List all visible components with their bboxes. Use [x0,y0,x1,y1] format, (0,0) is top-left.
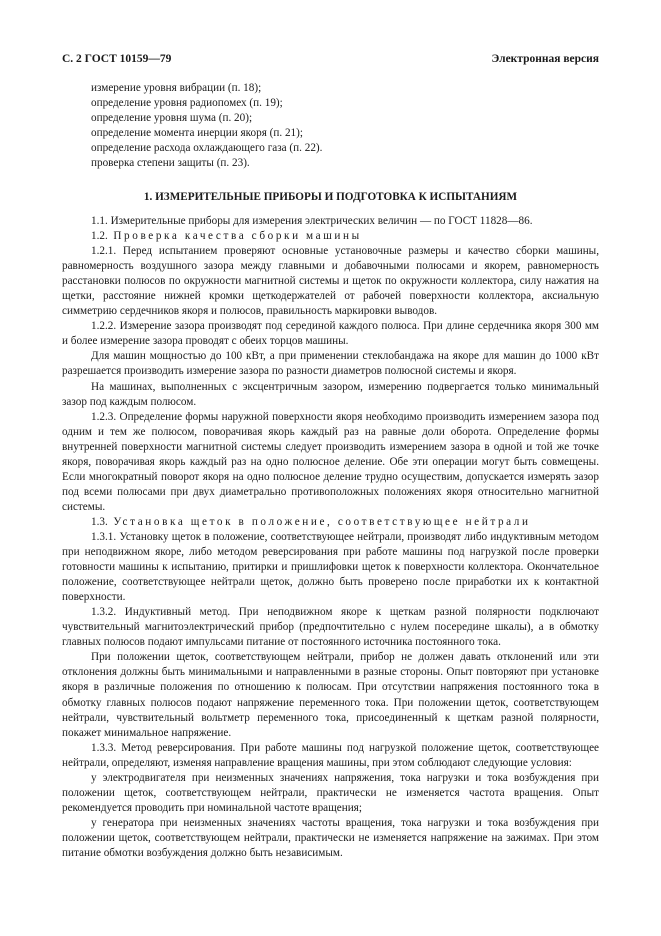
list-item: определение уровня шума (п. 20); [91,112,253,125]
page-header [62,53,599,67]
list-item: проверка степени защиты (п. 23). [91,157,250,170]
page-number-standard: С. 2 ГОСТ 10159—79 [62,53,172,65]
paragraph: у электродвигателя при неизменных значениях напряжения, тока нагрузки и тока возбуждения при положении щеток, соответствующем нейтрали, практически не изменяется частота вращения. Опыт рекомендуется проводить при номинальной частоте вращения; [62,771,599,814]
document-body [62,214,599,861]
section-title: 1. ИЗМЕРИТЕЛЬНЫЕ ПРИБОРЫ И ПОДГОТОВКА К ИСПЫТАНИЯМ [143,191,518,203]
clause-heading-spaced: Проверка качества сборки машины [113,230,362,243]
list-item: определение момента инерции якоря (п. 21); [91,127,303,140]
paragraph: 1.1. Измерительные приборы для измерения электрических величин — по ГОСТ 11828—86. [91,215,533,227]
paragraph: Для машин мощностью до 100 кВт, а при применении стеклобандажа на якоре для машин до 1000 кВт разрешается производить измерение зазора по разности диаметров полюсной системы и якоря. [62,350,599,378]
clause-number: 1.3. [91,515,108,528]
paragraph: 1.3.1. Установку щеток в положение, соответствующее нейтрали, производят либо индуктивным методом при неподвижном якоре, либо методом реверсирования при работе машины под нагрузкой после проверки готовности машины к испытанию, притирки и пришлифовки щеток к поверхности коллектора. Окончательное положение, соответствующее нейтрали щеток, должно быть проверено после приработки их к контактной поверхности. [62,530,599,604]
paragraph: 1.3.3. Метод реверсирования. При работе машины под нагрузкой положение щеток, соответствующее нейтрали, определяют, изменяя направление вращения машины, при этом соблюдают следующие условия: [62,741,599,769]
electronic-version-label: Электронная версия [491,53,599,65]
list-item: определение уровня радиопомех (п. 19); [91,97,283,110]
paragraph: На машинах, выполненных с эксцентричным зазором, измерению подвергается только минимальный зазор под каждым полюсом. [62,380,599,408]
test-list [91,81,599,172]
list-item: измерение уровня вибрации (п. 18); [91,82,262,94]
clause-heading-spaced: Установка щеток в положение, соответствующее нейтрали [113,515,531,528]
paragraph: 1.2.1. Перед испытанием проверяют основные установочные размеры и качество сборки машины, равномерность воздушного зазора между главными и добавочными полюсами и якорем, равномерность расстановки полюсов по окружности магнитной системы и щеток по окружности коллектора, силу нажатия на щетки, расстояние нижней кромки щеткодержателей от рабочей поверхности коллектора, аксиальную симметрию сердечников якоря и полюсов, правильность маркировки выводов. [62,245,599,318]
paragraph: 1.2.2. Измерение зазора производят под серединой каждого полюса. При длине сердечника якоря 300 мм и более измерение зазора проводят с обеих торцов машины. [62,320,599,348]
paragraph [62,229,599,244]
paragraph: 1.3.2. Индуктивный метод. При неподвижном якоре к щеткам разной полярности подключают чувствительный магнитоэлектрический прибор (предпочтительно с нулем посередине шкалы), а в обмотку главных полюсов подают импульсами питание от постоянного источника постоянного тока. [62,606,599,649]
paragraph: у генератора при неизменных значениях частоты вращения, тока нагрузки и тока возбуждения при положении щеток, соответствующем нейтрали, практически не изменяется напряжение на зажимах. При этом питание обмотки возбуждения должно быть независимым. [62,816,599,859]
list-item: определение расхода охлаждающего газа (п. 22). [91,142,323,155]
paragraph [62,515,599,530]
clause-number: 1.2. [91,230,108,243]
paragraph: При положении щеток, соответствующем нейтрали, прибор не должен давать отклонений или эти отклонения должны быть минимальными и направленными в разные стороны. Опыт повторяют при установке якоря в различные положения по отношению к полюсам. При отсутствии напряжения постоянного тока в обмотку главных полюсов подают напряжение переменного тока. При положении щеток, соответствующем нейтрали, чувствительный вольтметр переменного тока, присоединенный к щеткам разной полярности, покажет минимальное напряжение. [62,651,599,739]
paragraph: 1.2.3. Определение формы наружной поверхности якоря необходимо производить измерением зазора под одним и тем же полюсом, поворачивая якорь каждый раз на равные доли оборота. Определение формы внутренней поверхности магнитной системы следует производить измерением зазора в одной и той же точке якоря, поворачивая якорь каждый раз на одно полюсное деление. Обе эти операции могут быть совмещены. Если многократный поворот якоря на одно полюсное деление трудно осуществим, допускается измерять зазор под всеми полюсами при двух диаметрально противоположных положениях якоря относительно магнитной системы. [62,410,599,513]
